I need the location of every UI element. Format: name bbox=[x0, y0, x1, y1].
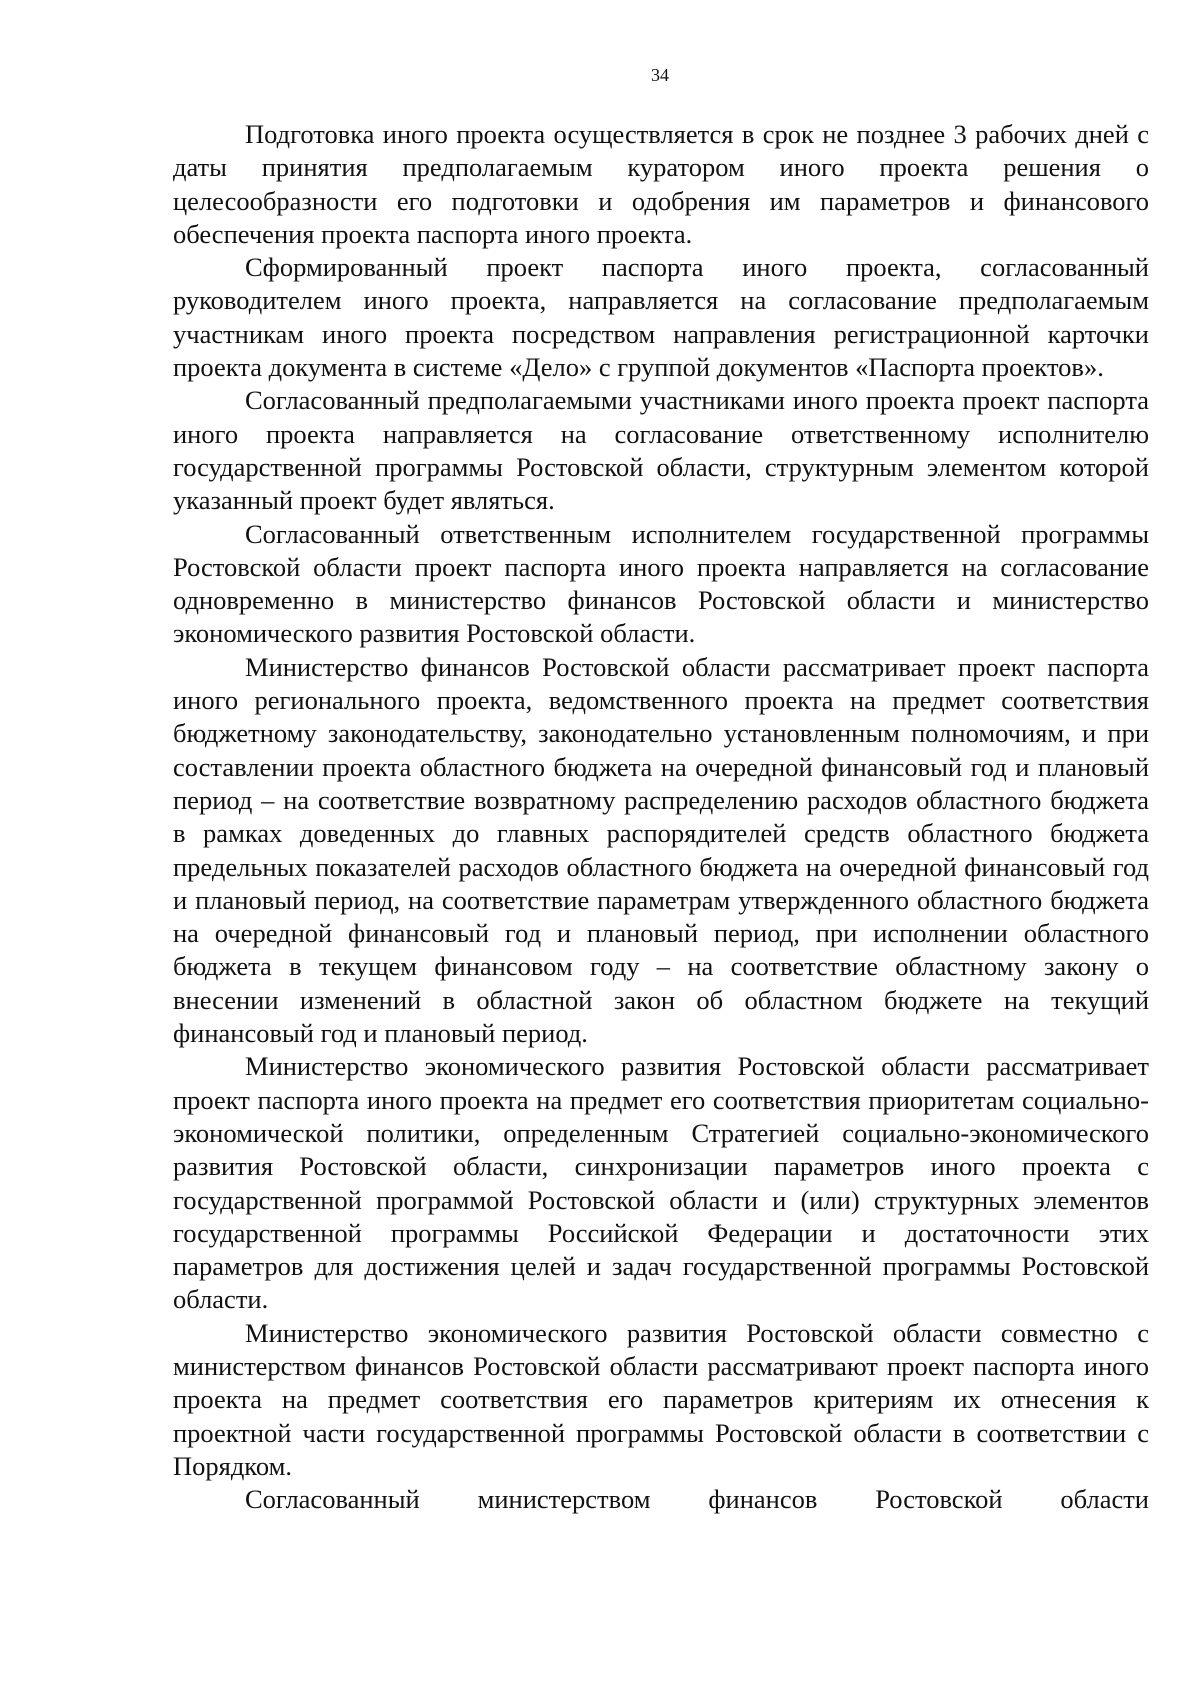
paragraph: Министерство экономического развития Ростовской области рассматривает проект паспорта иного проекта на предмет его соответствия приоритетам социально-экономической политики, определенным Стратегией социально-экономического развития Ростовской области, синхронизации параметров иного проекта с государственной программой Ростовской области и (или) структурных элементов государственной программы Российской Федерации и достаточности этих параметров для достижения целей и задач государственной программы Ростовской области. bbox=[173, 1051, 1149, 1315]
paragraph: Сформированный проект паспорта иного проекта, согласованный руководителем иного проекта, направляется на согласование предполагаемым участникам иного проекта посредством направления регистрационной карточки проекта документа в системе «Дело» с группой документов «Паспорта проектов». bbox=[173, 252, 1149, 383]
paragraph: Министерство экономического развития Ростовской области совместно с министерством финансов Ростовской области рассматривают проект паспорта иного проекта на предмет соответствия его параметров критериям их отнесения к проектной части государственной программы Ростовской области в соответствии с Порядком. bbox=[173, 1317, 1149, 1481]
paragraph: Подготовка иного проекта осуществляется в срок не позднее 3 рабочих дней с даты принятия предполагаемым куратором иного проекта решения о целесообразности его подготовки и одобрения им параметров и финансового обеспечения проекта паспорта иного проекта. bbox=[173, 119, 1149, 249]
paragraph: Согласованный предполагаемыми участниками иного проекта проект паспорта иного проекта направляется на согласование ответственному исполнителю государственной программы Ростовской области, структурным элементом которой указанный проект будет являться. bbox=[173, 385, 1149, 516]
page-number: 34 bbox=[651, 65, 669, 85]
document-body bbox=[173, 118, 1149, 1516]
paragraph-continued: Согласованный министерством финансов Ростовской области bbox=[245, 1484, 1149, 1515]
paragraph: Согласованный ответственным исполнителем государственной программы Ростовской области проект паспорта иного проекта направляется на согласование одновременно в министерство финансов Ростовской области и министерство экономического развития Ростовской области. bbox=[173, 518, 1149, 649]
paragraph: Министерство финансов Ростовской области рассматривает проект паспорта иного регионального проекта, ведомственного проекта на предмет соответствия бюджетному законодательству, законодательно установленным полномочиям, и при составлении проекта областного бюджета на очередной финансовый год и плановый период – на соответствие возвратному распределению расходов областного бюджета в рамках доведенных до главных распорядителей средств областного бюджета предельных показателей расходов областного бюджета на очередной финансовый год и плановый период, на соответствие параметрам утвержденного областного бюджета на очередной финансовый год и плановый период, при исполнении областного бюджета в текущем финансовом году – на соответствие областному закону о внесении изменений в областной закон об областном бюджете на текущий финансовый год и плановый период. bbox=[173, 651, 1149, 1049]
